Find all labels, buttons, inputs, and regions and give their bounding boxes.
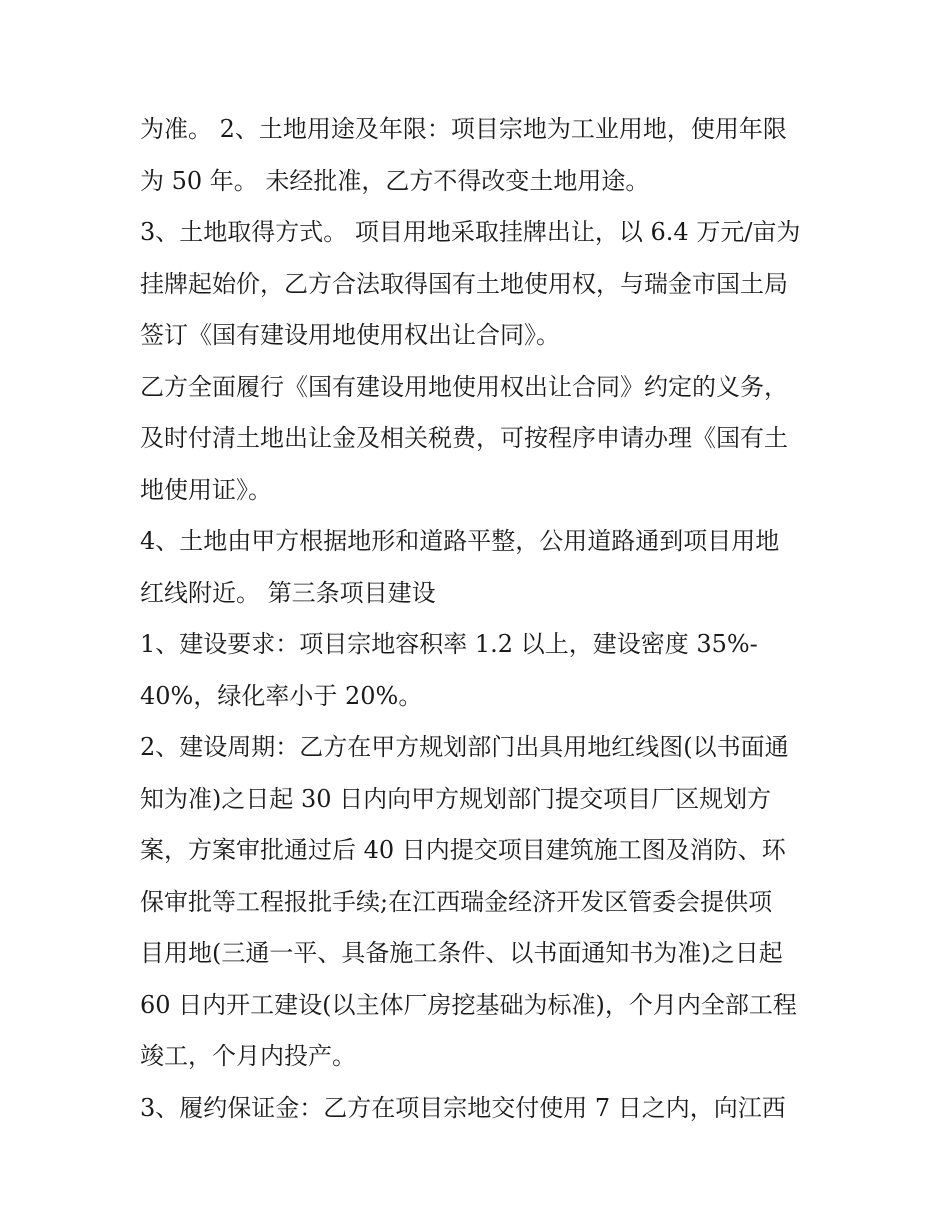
text-line: 3、履约保证金：乙方在项目宗地交付使用 7 日之内，向江西 [140,1093,786,1122]
text-line: 1、建设要求：项目宗地容积率 1.2 以上，建设密度 35%- [140,630,758,658]
text-line: 2、建设周期：乙方在甲方规划部门出具用地红线图(以书面通 [140,733,789,761]
text-line: 挂牌起始价，乙方合法取得国有土地使用权，与瑞金市国土局 [140,269,788,298]
document-body [140,104,830,1134]
text-line: 地使用证》。 [140,475,272,504]
text-line: 为 50 年。 未经批准，乙方不得改变土地用途。 [140,166,650,195]
text-line: 乙方全面履行《国有建设用地使用权出让合同》约定的义务， [140,372,788,401]
text-line: 红线附近。 第三条项目建设 [140,578,436,607]
text-line: 3、土地取得方式。 项目用地采取挂牌出让，以 6.4 万元/亩为 [140,218,801,246]
text-line: 目用地(三通一平、具备施工条件、以书面通知书为准)之日起 [140,939,783,967]
text-line: 及时付清土地出让金及相关税费，可按程序申请办理《国有土 [140,424,788,452]
text-line: 4、土地由甲方根据地形和道路平整，公用道路通到项目用地 [140,527,780,555]
text-line: 保审批等工程报批手续;在江西瑞金经济开发区管委会提供项 [140,887,773,916]
text-line: 签订《国有建设用地使用权出让合同》。 [140,321,560,349]
text-line: 为准。 2、土地用途及年限：项目宗地为工业用地，使用年限 [140,115,787,143]
text-line: 40%，绿化率小于 20%。 [140,681,423,710]
text-line: 60 日内开工建设(以主体厂房挖基础为标准)，个月内全部工程 [140,990,797,1019]
text-line: 竣工，个月内投产。 [140,1042,356,1070]
text-line: 知为准)之日起 30 日内向甲方规划部门提交项目厂区规划方 [140,784,772,813]
text-line: 案，方案审批通过后 40 日内提交项目建筑施工图及消防、环 [140,836,786,864]
